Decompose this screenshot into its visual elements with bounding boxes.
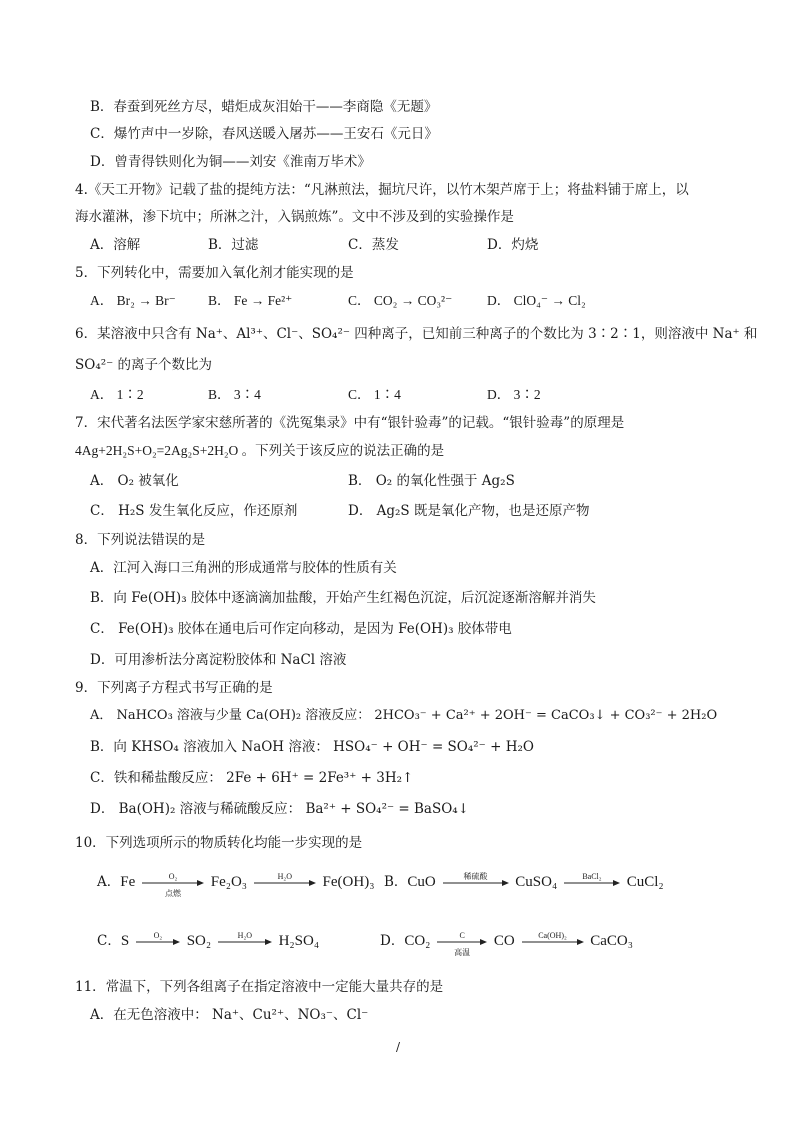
q10-option-d xyxy=(380,930,633,957)
q10-c-arrow-1-reagent: O₂ xyxy=(153,930,163,940)
q10-c-substance-1: S xyxy=(120,933,130,949)
q9-option-c: C．铁和稀盐酸反应： 2Fe + 6H⁺ = 2Fe³⁺ + 3H₂↑ xyxy=(90,770,414,786)
q10-b-label: B． xyxy=(384,874,408,890)
q4-option-b: B．过滤 xyxy=(208,237,259,253)
q10-a-substance-1: Fe xyxy=(120,874,136,890)
q10-a-label: A． xyxy=(97,874,121,890)
q7-option-d: D． Ag₂S 既是氧化产物，也是还原产物 xyxy=(348,503,590,519)
q10-a-substance-3: Fe(OH)₃ xyxy=(322,874,375,890)
q7-stem-line2: 4Ag+2H₂S+O₂=2Ag₂S+2H₂O 。下列关于该反应的说法正确的是 xyxy=(75,443,445,458)
q10-d-arrow-1-reagent: C xyxy=(459,930,465,940)
q5-option-d: D． ClO₄⁻ → Cl₂ xyxy=(487,293,586,308)
q8-option-d: D．可用渗析法分离淀粉胶体和 NaCl 溶液 xyxy=(90,652,347,668)
q4-stem-line2: 海水灌淋，渗下坑中；所淋之汁，入锅煎炼”。文中不涉及到的实验操作是 xyxy=(75,209,514,225)
q10-b-arrow-1 xyxy=(443,871,509,887)
q10-c-label: C． xyxy=(97,933,121,949)
q10-a-arrow-2 xyxy=(254,871,316,887)
q9-option-d: D． Ba(OH)₂ 溶液与稀硫酸反应： Ba²⁺ + SO₄²⁻ = BaSO₄↓ xyxy=(90,801,470,817)
q10-b-substance-3: CuCl₂ xyxy=(626,874,664,890)
q9-option-a: A． NaHCO₃ 溶液与少量 Ca(OH)₂ 溶液反应： 2HCO₃⁻ + Ca²⁺ + 2OH⁻ = CaCO₃↓ + CO₃²⁻ + 2H₂O xyxy=(90,708,718,723)
q10-d-arrow-1-condition: 高温 xyxy=(454,947,471,957)
q10-option-c xyxy=(97,931,319,951)
q3-option-c: C．爆竹声中一岁除，春风送暖入屠苏——王安石《元日》 xyxy=(90,126,438,142)
q6-stem-line2: SO₄²⁻ 的离子个数比为 xyxy=(75,357,213,373)
q10-b-arrow-1-reagent: 稀硫酸 xyxy=(463,871,488,881)
q10-a-substance-2: Fe₂O₃ xyxy=(210,874,248,890)
q8-option-c: C． Fe(OH)₃ 胶体在通电后可作定向移动，是因为 Fe(OH)₃ 胶体带电 xyxy=(90,621,512,637)
q5-option-b: B． Fe → Fe²⁺ xyxy=(208,293,293,308)
q10-b-substance-1: CuO xyxy=(407,874,436,890)
q10-d-substance-2: CO xyxy=(493,933,515,949)
q10-a-arrow-1-condition: 点燃 xyxy=(165,888,181,898)
q4-option-c: C．蒸发 xyxy=(348,237,399,253)
q10-option-a xyxy=(97,871,375,898)
q10-d-arrow-2-reagent: Ca(OH)₂ xyxy=(538,930,567,940)
q6-option-b: B． 3∶4 xyxy=(208,387,261,402)
q10-stem: 10．下列选项所示的物质转化均能一步实现的是 xyxy=(75,835,363,851)
q6-option-c: C． 1∶4 xyxy=(348,387,401,402)
q10-d-label: D． xyxy=(380,933,405,949)
q5-option-c: C． CO₂ → CO₃²⁻ xyxy=(348,293,453,308)
q7-option-c: C． H₂S 发生氧化反应，作还原剂 xyxy=(90,503,298,519)
q7-stem-line1: 7．宋代著名法医学家宋慈所著的《洗冤集录》中有“银针验毒”的记载。“银针验毒”的原理是 xyxy=(75,415,625,431)
q4-stem-line1: 4.《天工开物》记载了盐的提纯方法：“凡淋煎法，掘坑尺许，以竹木架芦席于上；将盐料铺于席上，以 xyxy=(75,182,689,198)
q10-d-arrow-1 xyxy=(437,930,487,957)
q10-c-substance-2: SO₂ xyxy=(186,933,212,949)
q10-c-arrow-2 xyxy=(218,930,272,946)
q5-stem: 5．下列转化中，需要加入氧化剂才能实现的是 xyxy=(75,265,354,281)
q10-d-substance-1: CO₂ xyxy=(404,933,431,949)
q4-option-a: A．溶解 xyxy=(90,237,141,253)
q3-option-b: B．春蚕到死丝方尽，蜡炬成灰泪始干——李商隐《无题》 xyxy=(90,99,438,115)
q8-option-b: B．向 Fe(OH)₃ 胶体中逐滴滴加盐酸，开始产生红褐色沉淀，后沉淀逐渐溶解并消失 xyxy=(90,590,596,606)
q5-option-a: A． Br₂ → Br⁻ xyxy=(90,293,176,308)
q7-option-a: A． O₂ 被氧化 xyxy=(90,473,179,489)
q4-option-d: D．灼烧 xyxy=(487,237,539,253)
q11-option-a: A．在无色溶液中： Na⁺、Cu²⁺、NO₃⁻、Cl⁻ xyxy=(90,1007,369,1023)
q10-b-arrow-2-reagent: BaCl₂ xyxy=(582,871,602,881)
q10-a-arrow-2-reagent: H₂O xyxy=(277,871,292,881)
q6-option-d: D． 3∶2 xyxy=(487,387,541,402)
q10-c-arrow-2-reagent: H₂O xyxy=(237,930,253,940)
q3-option-d: D．曾青得铁则化为铜——刘安《淮南万毕术》 xyxy=(90,154,371,170)
q10-c-arrow-1 xyxy=(136,930,180,946)
q9-stem: 9．下列离子方程式书写正确的是 xyxy=(75,680,273,696)
q10-b-arrow-2 xyxy=(564,871,620,887)
q10-option-b xyxy=(384,872,664,892)
q9-option-b: B．向 KHSO₄ 溶液加入 NaOH 溶液： HSO₄⁻ + OH⁻ = SO₄²⁻ + H₂O xyxy=(90,739,534,755)
q6-option-a: A． 1∶2 xyxy=(90,387,144,402)
q8-stem: 8．下列说法错误的是 xyxy=(75,532,206,548)
q10-b-substance-2: CuSO₄ xyxy=(515,874,558,890)
page-number: / xyxy=(396,1040,401,1054)
q10-d-substance-3: CaCO₃ xyxy=(590,933,633,949)
q10-a-arrow-1-reagent: O₂ xyxy=(168,871,178,881)
q10-a-arrow-1 xyxy=(142,871,204,898)
q8-option-a: A．江河入海口三角洲的形成通常与胶体的性质有关 xyxy=(90,560,397,576)
q7-option-b: B． O₂ 的氧化性强于 Ag₂S xyxy=(348,473,515,489)
q10-c-substance-3: H₂SO₄ xyxy=(278,933,320,949)
q6-stem-line1: 6．某溶液中只含有 Na⁺、Al³⁺、Cl⁻、SO₄²⁻ 四种离子，已知前三种离子的个数比为 3∶2∶1，则溶液中 Na⁺ 和 xyxy=(75,326,758,342)
q10-d-arrow-2 xyxy=(522,930,584,946)
q11-stem: 11．常温下，下列各组离子在指定溶液中一定能大量共存的是 xyxy=(75,979,444,995)
